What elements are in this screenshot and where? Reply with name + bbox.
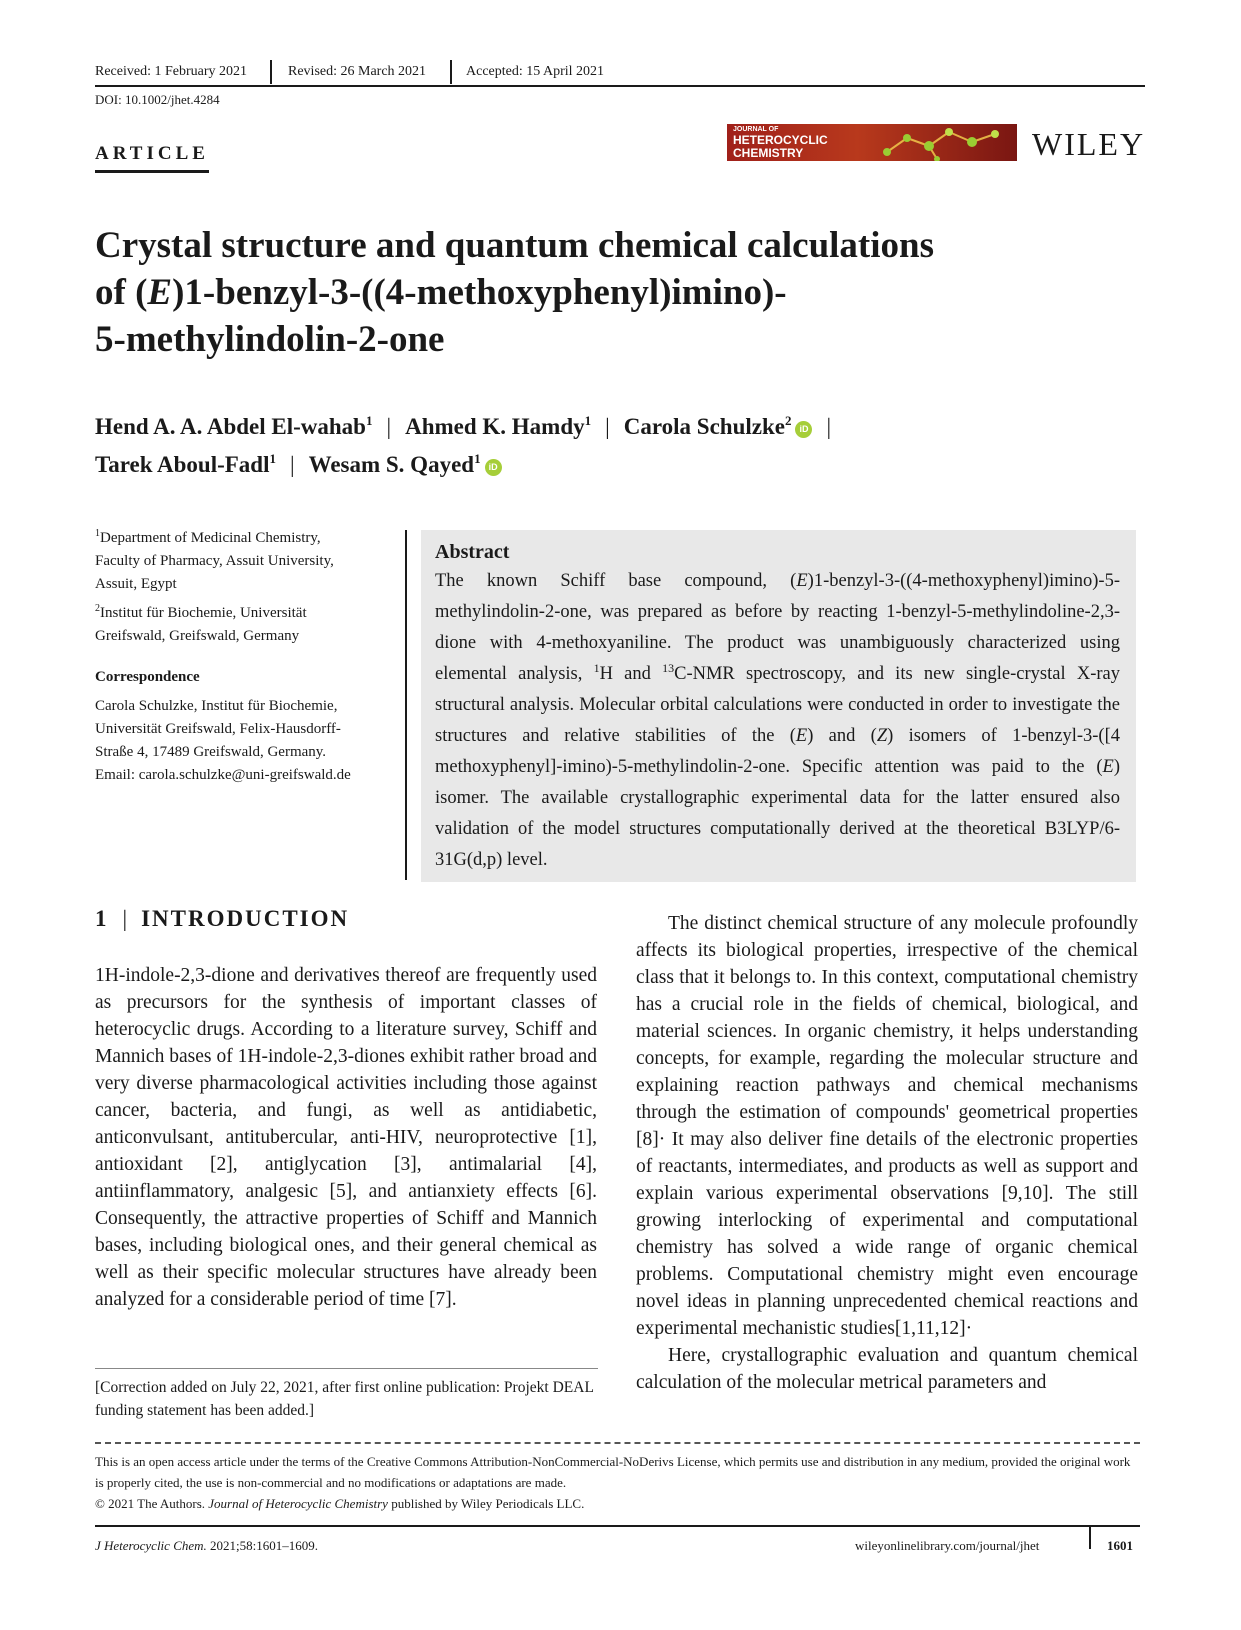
- author-name[interactable]: Ahmed K. Hamdy$^1$: [405, 413, 592, 439]
- article-title: [95, 222, 1075, 363]
- molecule-graphic-icon: [877, 124, 1017, 161]
- author-name[interactable]: Hend A. A. Abdel El-wahab$^1$: [95, 413, 373, 439]
- author-list: Hend A. A. Abdel El-wahab$^1$ | Ahmed K. Hamdy$^1$ | Carola Schulzke$^2$iD | Tarek Aboul-Fadl$^1$ | Wesam S. Qayed$^1$iD: [95, 413, 832, 477]
- accepted-date: Accepted: 15 April 2021: [466, 64, 605, 79]
- footer-separator: [1089, 1527, 1091, 1549]
- title-line: of (E)1-benzyl-3-((4-methoxyphenyl)imino)-: [95, 272, 787, 313]
- journal-url[interactable]: wileyonlinelibrary.com/journal/jhet: [855, 1538, 1040, 1553]
- correction-note: [Correction added on July 22, 2021, after first online publication: Projekt DEAL funding statement has been added.]: [95, 1368, 598, 1422]
- journal-logo-line1: HETEROCYCLIC: [733, 133, 828, 147]
- doi[interactable]: DOI: 10.1002/jhet.4284: [95, 92, 220, 107]
- paragraph: Here, crystallographic evaluation and quantum chemical calculation of the molecular metrical parameters and: [636, 1345, 1138, 1393]
- correspondence-email[interactable]: Email: carola.schulzke@uni-greifswald.de: [95, 767, 351, 783]
- paragraph: 1H-indole-2,3-dione and derivatives thereof are frequently used as precursors for the synthesis of important classes of heterocyclic drugs. According to a literature survey, Schiff and Mannich bases of 1H-indole-2,3-diones exhibit rather broad and very diverse pharmacological activities including those against cancer, bacteria, and fungi, as well as antidiabetic, anticonvulsant, antitubercular, anti-HIV, neuroprotective [1], antioxidant [2], antiglycation [3], antimalarial [4], antiinflammatory, analgesic [5], and antianxiety effects [6]. Consequently, the attractive properties of Schiff and Mannich bases, including biological ones, and their general chemical as well as their specific molecular structures have already been analyzed for a considerable period of time [7].: [95, 965, 597, 1310]
- body-column-left: [95, 962, 597, 1313]
- paragraph: The distinct chemical structure of any molecule profoundly affects its biological properties, irrespective of the chemical class that it belongs to. In this context, computational chemistry has a crucial role in the fields of chemical, biological, and material sciences. In organic chemistry, it helps understanding concepts, for example, regarding the molecular structure and explaining reaction pathways and chemical mechanisms through the estimation of compounds' geometrical properties [8]· It may also deliver fine details of the electronic properties of reactants, intermediates, and products as well as support and explain various experimental observations [9,10]. The still growing interlocking of experimental and computational chemistry has solved a wide range of organic chemical problems. Computational chemistry might even encourage novel ideas in planning unprecedented chemical reactions and experimental mechanistic studies[1,11,12]·: [636, 913, 1138, 1339]
- author-name[interactable]: Carola Schulzke$^2$: [623, 413, 792, 439]
- author-name[interactable]: Tarek Aboul-Fadl$^1$: [95, 451, 276, 477]
- title-line: Crystal structure and quantum chemical calculations: [95, 225, 935, 266]
- received-date: Received: 1 February 2021: [95, 64, 248, 79]
- body-column-right: [636, 910, 1138, 1396]
- correspondence-heading: Correspondence: [95, 669, 200, 685]
- affiliations: [95, 527, 395, 793]
- journal-logo-line2: CHEMISTRY: [733, 146, 804, 160]
- abstract-box: [421, 530, 1136, 882]
- page-number: 1601: [1107, 1538, 1133, 1553]
- affiliation-1: $^1$Department of Medicinal Chemistry, Faculty of Pharmacy, Assuit University, Assuit, Egypt: [95, 528, 334, 592]
- abstract-heading: Abstract: [435, 541, 510, 563]
- section-heading: 1 | INTRODUCTION: [95, 906, 350, 931]
- journal-logo: [727, 124, 1017, 161]
- affiliation-2: $^2$Institut für Biochemie, Universität Greifswald, Greifswald, Germany: [95, 603, 307, 644]
- section-title: INTRODUCTION: [141, 906, 350, 931]
- publisher-logo: WILEY: [1032, 126, 1146, 162]
- title-line: 5-methylindolin-2-one: [95, 319, 445, 360]
- date-separator: [450, 60, 452, 84]
- date-bar: [95, 58, 1145, 87]
- page-footer: [95, 1525, 1140, 1555]
- license-text: This is an open access article under the terms of the Creative Commons Attribution-NonCommercial-NoDerivs License, which permits use and distribution in any medium, provided the original work is properly cited, the use is non-commercial and no modifications or adaptations are made.: [95, 1454, 1131, 1490]
- journal-logo-small-text: JOURNAL OF: [733, 126, 779, 133]
- correspondence-details: Carola Schulzke, Institut für Biochemie, Universität Greifswald, Felix-Hausdorff- Straße 4, 17489 Greifswald, Germany. Email: carola.schulzke@uni-greifswald.de: [95, 698, 351, 783]
- revised-date: Revised: 26 March 2021: [288, 64, 427, 79]
- abstract-text: The known Schiff base compound, (E)1-benzyl-3-((4-methoxyphenyl)imino)-5-methylindolin-2-one, was prepared as before by reacting 1-benzyl-5-methylindoline-2,3-dione with 4-methoxyaniline. The product was unambiguously characterized using elemental analysis, $^1$H and $^{13}$C-NMR spectroscopy, and its new single-crystal X-ray structural analysis. Molecular orbital calculations were conducted in order to investigate the structures and relative stabilities of the (E) and (Z) isomers of 1-benzyl-3-([4 methoxyphenyl]-imino)-5-methylindolin-2-one. Specific attention was paid to the (E) isomer. The available crystallographic experimental data for the latter ensured also validation of the model structures computationally derived at the theoretical B3LYP/6-31G(d,p) level.: [435, 571, 1120, 870]
- license-notice: [95, 1451, 1140, 1514]
- journal-citation: J Heterocyclic Chem. 2021;58:1601–1609.: [95, 1538, 319, 1553]
- copyright-text: © 2021 The Authors. Journal of Heterocyclic Chemistry published by Wiley Periodicals LLC.: [95, 1496, 585, 1511]
- license-divider: [95, 1442, 1140, 1444]
- orcid-icon[interactable]: iD: [485, 459, 502, 476]
- section-number: 1: [95, 906, 109, 931]
- date-separator: [270, 60, 272, 84]
- author-name[interactable]: Wesam S. Qayed$^1$: [308, 451, 481, 477]
- column-divider: [405, 530, 407, 880]
- orcid-icon[interactable]: iD: [795, 421, 812, 438]
- article-type-label: ARTICLE: [95, 143, 209, 173]
